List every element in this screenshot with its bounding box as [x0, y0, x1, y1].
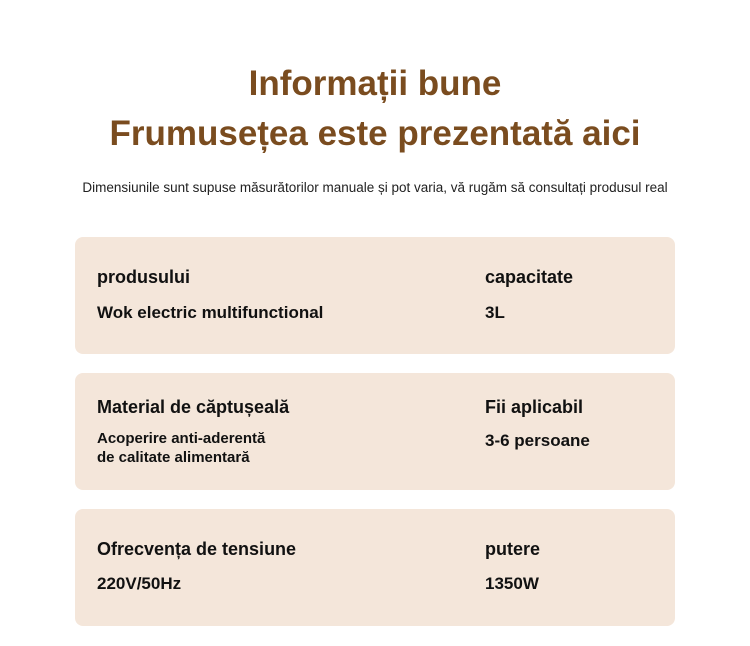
spec-column-right: [485, 237, 665, 354]
spec-value-voltage: 220V/50Hz: [97, 574, 182, 593]
spec-value-lining: Acoperire anti-aderentă de calitate alimentară: [97, 430, 266, 466]
page-title: Informații bune: [248, 64, 502, 103]
spec-label-power: putere: [485, 539, 541, 559]
spec-label-servings: Fii aplicabil: [485, 397, 584, 417]
spec-label-voltage: Ofrecvența de tensiune: [97, 539, 297, 559]
spec-card-product: [75, 237, 675, 354]
spec-column-left: [97, 509, 467, 626]
spec-value-power: 1350W: [485, 574, 539, 593]
measurement-note: Dimensiunile sunt supuse măsurătorilor manuale și pot varia, vă rugăm să consultați produsul real: [82, 180, 668, 195]
spec-label-lining: Material de căptușeală: [97, 397, 290, 417]
spec-column-left: [97, 237, 467, 354]
spec-value-servings: 3-6 persoane: [485, 431, 590, 450]
spec-label-capacity: capacitate: [485, 267, 574, 287]
spec-column-right: [485, 509, 665, 626]
spec-card-material: [75, 373, 675, 490]
page-subtitle: Frumusețea este prezentată aici: [109, 114, 641, 153]
spec-label-product: produsului: [97, 267, 190, 287]
spec-card-electrical: [75, 509, 675, 626]
spec-column-left: [97, 373, 467, 490]
spec-value-product: Wok electric multifunctional: [97, 303, 324, 322]
spec-value-capacity: 3L: [485, 303, 505, 322]
spec-column-right: [485, 373, 665, 490]
